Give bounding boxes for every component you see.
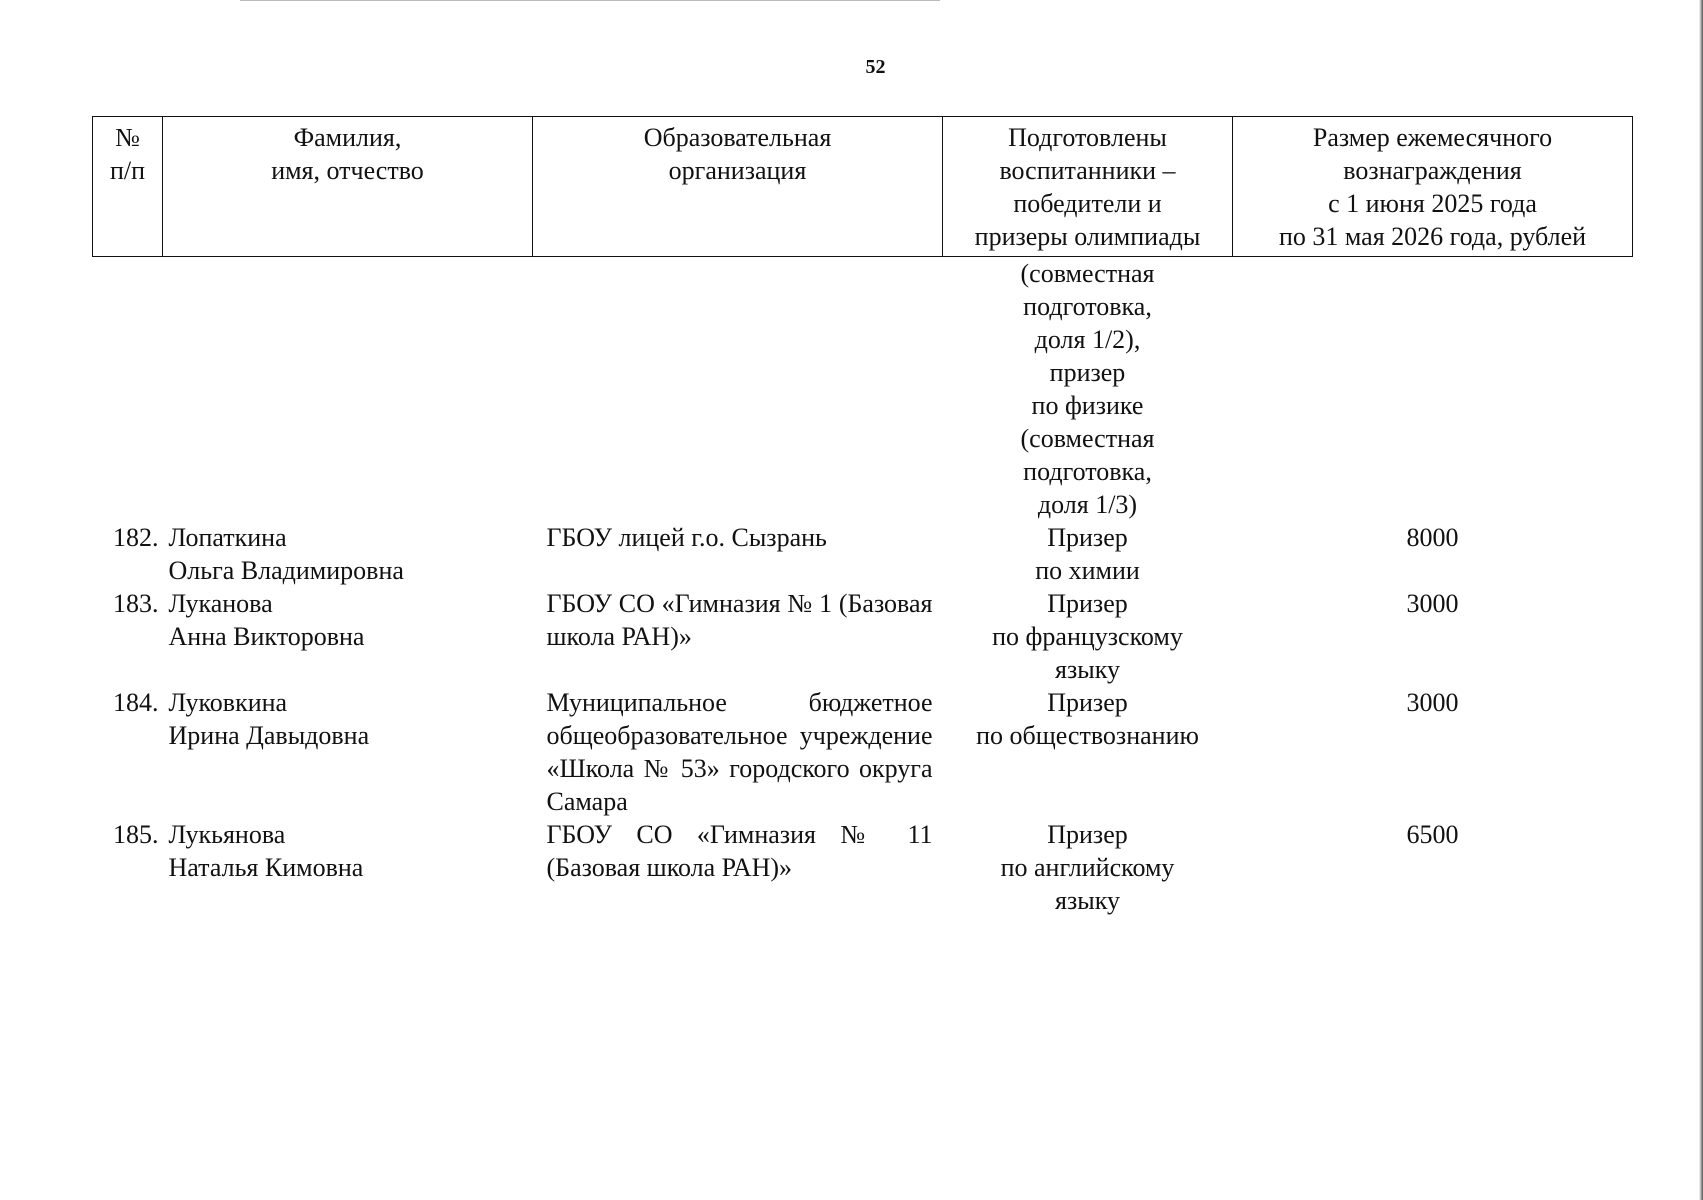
cell-amount: 6500 [1406,820,1459,849]
top-scan-rule [240,0,940,1]
header-full-name: Фамилия, имя, отчество [163,117,533,257]
cell-organization: ГБОУ СО «Гимназия № 11 (Базовая школа РАН)» [546,820,933,882]
header-number: № п/п [93,117,163,257]
awards-table [92,116,1633,917]
cell-number: 182. [113,523,159,552]
cell-amount: 3000 [1406,688,1459,717]
cell-result: Призер по химии [1035,523,1140,585]
table-body [93,257,1633,918]
cell-number: 185. [113,820,159,849]
cell-organization: ГБОУ СО «Гимназия № 1 (Базовая школа РАН)» [546,589,933,651]
page-number: 52 [865,56,886,78]
table-row [93,521,1633,587]
cell-name: Луковкина Ирина Давыдовна [168,688,370,750]
cell-name: Луканова Анна Викторовна [168,589,365,651]
cell-organization: Муниципальное бюджетное общеобразовательное учреждение «Школа № 53» городского округа Самара [546,688,933,816]
cell-name: Лукьянова Наталья Кимовна [168,820,364,882]
table-row [93,818,1633,917]
cell-organization: ГБОУ лицей г.о. Сызрань [546,523,827,552]
cell-result: Призер по обществознанию [976,688,1199,750]
table-row [93,686,1633,818]
cell-amount: 3000 [1406,589,1459,618]
header-monthly-reward: Размер ежемесячного вознаграждения с 1 июня 2025 года по 31 мая 2026 года, рублей [1233,117,1633,257]
cell-number: 184. [113,688,159,717]
cell-name: Лопаткина Ольга Владимировна [168,523,404,585]
cell-result: Призер по английскому языку [1000,820,1175,915]
cell-number [93,257,163,522]
cell-result: (совместная подготовка, доля 1/2), призер по физике (совместная подготовка, доля 1/3) [1020,259,1155,519]
header-olympiad-results: Подготовлены воспитанники – победители и призеры олимпиады [943,117,1233,257]
cell-name [163,257,533,522]
cell-result: Призер по французскому языку [992,589,1183,684]
cell-number: 183. [113,589,159,618]
cell-organization [533,257,943,522]
table-row-continuation [93,257,1633,522]
header-row [93,117,1633,257]
scan-right-edge [1699,0,1703,1200]
cell-amount: 8000 [1406,523,1459,552]
table-row [93,587,1633,686]
table-header [93,117,1633,257]
cell-amount [1233,257,1633,522]
header-organization: Образовательная организация [533,117,943,257]
